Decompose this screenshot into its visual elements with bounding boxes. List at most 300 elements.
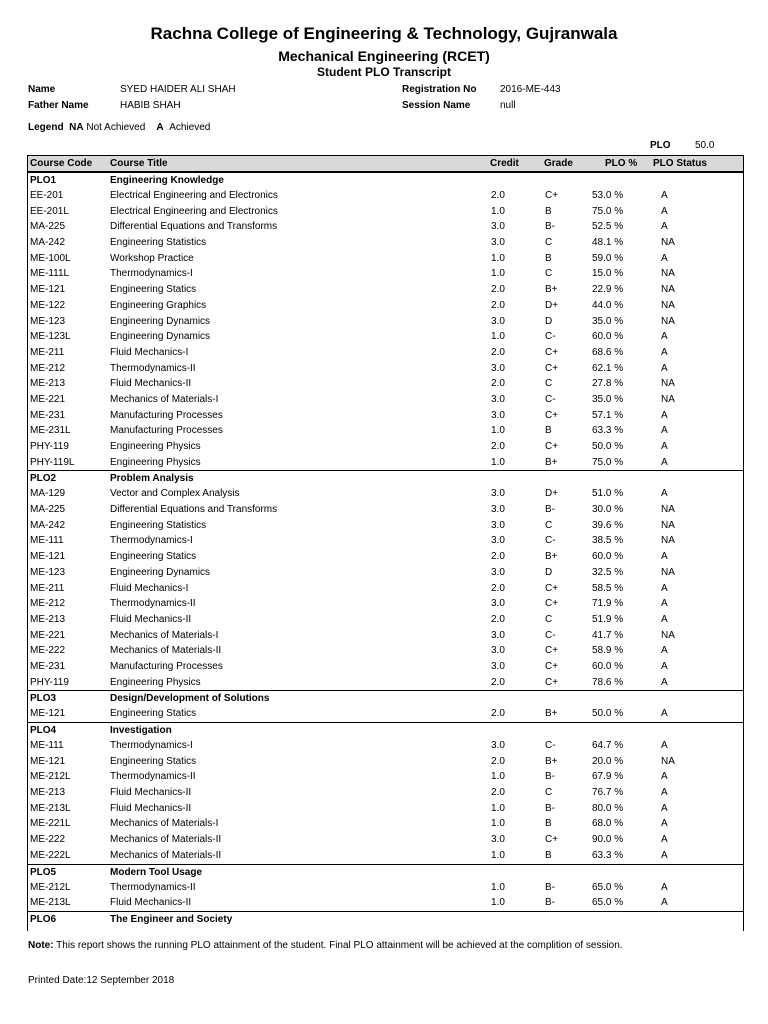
plo-status: A — [661, 221, 668, 233]
plo-percent: 58.5 % — [592, 582, 624, 594]
course-title: Manufacturing Processes — [110, 425, 223, 437]
header-grade: Grade — [544, 158, 573, 169]
grade: B+ — [545, 456, 558, 468]
credit: 1.0 — [491, 268, 505, 280]
table-row — [28, 282, 743, 298]
credit: 3.0 — [491, 519, 505, 531]
legend-na-text: Not Achieved — [86, 122, 146, 133]
course-title: Engineering Statics — [110, 551, 197, 563]
table-row — [28, 832, 743, 848]
table-row — [28, 298, 743, 314]
table-row — [28, 895, 743, 911]
course-code: ME-121 — [30, 708, 66, 720]
note-label: Note: — [28, 940, 54, 951]
plo-percent: 67.9 % — [592, 771, 624, 783]
course-code: ME-211 — [30, 346, 65, 358]
credit: 3.0 — [491, 645, 505, 657]
course-code: ME-213L — [30, 897, 71, 909]
plo-status: NA — [661, 755, 675, 767]
plo-group-title: Engineering Knowledge — [110, 175, 224, 186]
credit: 1.0 — [491, 849, 505, 861]
grade: B+ — [545, 284, 558, 296]
grade: C- — [545, 629, 556, 641]
plo-transcript-table — [27, 155, 744, 931]
course-code: ME-123 — [30, 315, 66, 327]
plo-percent: 65.0 % — [592, 881, 624, 893]
legend — [28, 122, 210, 133]
legend-a-text: Achieved — [169, 122, 211, 133]
plo-group-code: PLO3 — [30, 693, 57, 705]
credit: 1.0 — [491, 897, 505, 909]
table-body — [28, 172, 743, 927]
course-code: ME-221L — [30, 818, 71, 830]
grade: D+ — [545, 299, 559, 311]
course-title: Electrical Engineering and Electronics — [110, 205, 278, 217]
course-title: Mechanics of Materials-I — [110, 393, 219, 405]
table-row — [28, 251, 743, 267]
course-title: Thermodynamics-I — [110, 268, 193, 280]
course-title: Manufacturing Processes — [110, 409, 223, 421]
plo-percent: 44.0 % — [592, 299, 624, 311]
table-row — [28, 235, 743, 251]
plo-status: NA — [661, 535, 675, 547]
plo-status: A — [661, 787, 668, 799]
plo-status: NA — [661, 629, 675, 641]
course-title: Engineering Physics — [110, 676, 201, 688]
course-code: ME-231L — [30, 425, 71, 437]
credit: 1.0 — [491, 331, 505, 343]
plo-percent: 50.0 % — [592, 441, 624, 452]
plo-status: NA — [661, 315, 675, 327]
course-code: ME-213 — [30, 787, 66, 799]
table-row — [28, 581, 743, 597]
plo-group-row — [28, 864, 743, 880]
plo-status: A — [661, 598, 668, 610]
plo-status: A — [661, 252, 668, 264]
table-row — [28, 376, 743, 392]
plo-status: A — [661, 551, 668, 563]
course-code: ME-212L — [30, 771, 71, 783]
grade: B+ — [545, 755, 558, 767]
grade: B- — [545, 771, 555, 783]
credit: 2.0 — [491, 755, 505, 767]
table-row — [28, 188, 743, 204]
course-title: Thermodynamics-I — [110, 740, 193, 751]
plo-status: A — [661, 190, 668, 201]
course-code: MA-225 — [30, 504, 66, 516]
legend-label: Legend — [28, 122, 64, 133]
name-label: Name — [28, 84, 56, 95]
plo-percent: 76.7 % — [592, 787, 624, 799]
credit: 3.0 — [491, 488, 505, 500]
course-code: ME-211 — [30, 582, 65, 594]
header-credit: Credit — [490, 158, 519, 169]
plo-percent: 60.0 % — [592, 551, 624, 563]
grade: C — [545, 237, 553, 249]
plo-group-row — [28, 470, 743, 486]
credit: 3.0 — [491, 629, 505, 641]
plo-status: A — [661, 802, 668, 814]
plo-status: A — [661, 708, 668, 720]
course-code: EE-201 — [30, 190, 64, 201]
credit: 1.0 — [491, 456, 505, 468]
plo-status: A — [661, 346, 668, 358]
credit: 2.0 — [491, 378, 505, 390]
plo-status: A — [661, 740, 668, 751]
header-course-code: Course Code — [30, 158, 93, 169]
course-code: MA-225 — [30, 221, 66, 233]
plo-status: A — [661, 771, 668, 783]
course-code: ME-111 — [30, 535, 64, 547]
table-row — [28, 518, 743, 534]
plo-status: NA — [661, 284, 675, 296]
course-title: Thermodynamics-II — [110, 771, 196, 783]
course-code: ME-212L — [30, 881, 71, 893]
credit: 2.0 — [491, 787, 505, 799]
credit: 1.0 — [491, 205, 505, 217]
table-row — [28, 204, 743, 220]
grade: B — [545, 425, 552, 437]
course-title: Fluid Mechanics-II — [110, 613, 192, 625]
course-code: ME-213L — [30, 802, 71, 814]
plo-status: NA — [661, 393, 675, 405]
table-row — [28, 785, 743, 801]
plo-percent: 63.3 % — [592, 849, 624, 861]
plo-status: NA — [661, 299, 675, 311]
credit: 2.0 — [491, 284, 505, 296]
table-row — [28, 596, 743, 612]
credit: 1.0 — [491, 802, 505, 814]
plo-percent: 80.0 % — [592, 802, 624, 814]
course-code: ME-121 — [30, 755, 66, 767]
grade: C+ — [545, 441, 559, 452]
credit: 2.0 — [491, 676, 505, 688]
grade: B- — [545, 504, 555, 516]
plo-percent: 50.0 % — [592, 708, 624, 720]
printed-date: Printed Date:12 September 2018 — [28, 975, 175, 986]
course-code: ME-213 — [30, 378, 66, 390]
grade: D — [545, 315, 553, 327]
course-title: Engineering Statistics — [110, 519, 207, 531]
course-title: Engineering Physics — [110, 441, 201, 452]
plo-group-code: PLO6 — [30, 913, 57, 925]
plo-group-code: PLO4 — [30, 725, 57, 736]
table-row — [28, 848, 743, 864]
course-code: ME-123L — [30, 331, 71, 343]
table-row — [28, 423, 743, 439]
plo-percent: 39.6 % — [592, 519, 624, 531]
plo-percent: 71.9 % — [592, 598, 624, 610]
course-code: ME-221 — [30, 393, 66, 405]
course-title: Fluid Mechanics-I — [110, 582, 189, 594]
table-row — [28, 533, 743, 549]
plo-threshold-label: PLO — [650, 140, 671, 151]
plo-percent: 27.8 % — [592, 378, 624, 390]
grade: C+ — [545, 582, 559, 594]
grade: C+ — [545, 190, 559, 201]
grade: C+ — [545, 660, 559, 672]
credit: 3.0 — [491, 237, 505, 249]
plo-status: NA — [661, 566, 675, 578]
plo-percent: 65.0 % — [592, 897, 624, 909]
plo-percent: 62.1 % — [592, 362, 624, 374]
report-note — [28, 940, 623, 951]
grade: C+ — [545, 362, 559, 374]
credit: 1.0 — [491, 771, 505, 783]
student-name: SYED HAIDER ALI SHAH — [120, 84, 236, 95]
grade: B- — [545, 897, 555, 909]
course-code: MA-129 — [30, 488, 66, 500]
course-title: Engineering Dynamics — [110, 331, 211, 343]
father-name: HABIB SHAH — [120, 100, 181, 111]
credit: 2.0 — [491, 551, 505, 563]
plo-status: A — [661, 205, 668, 217]
plo-percent: 20.0 % — [592, 755, 624, 767]
table-row — [28, 329, 743, 345]
course-code: ME-100L — [30, 252, 71, 264]
plo-status: A — [661, 331, 668, 343]
plo-percent: 35.0 % — [592, 393, 624, 405]
table-row — [28, 486, 743, 502]
table-row — [28, 738, 743, 754]
plo-percent: 38.5 % — [592, 535, 624, 547]
header-plo-status: PLO Status — [653, 158, 707, 169]
credit: 3.0 — [491, 598, 505, 610]
plo-percent: 58.9 % — [592, 645, 624, 657]
credit: 1.0 — [491, 252, 505, 264]
plo-status: A — [661, 613, 668, 625]
credit: 3.0 — [491, 409, 505, 421]
course-title: Engineering Statics — [110, 755, 197, 767]
course-code: PHY-119 — [30, 676, 69, 688]
grade: C+ — [545, 346, 559, 358]
table-row — [28, 706, 743, 722]
grade: B — [545, 818, 552, 830]
course-title: Mechanics of Materials-II — [110, 834, 222, 846]
credit: 3.0 — [491, 362, 505, 374]
grade: C+ — [545, 645, 559, 657]
table-row — [28, 345, 743, 361]
grade: B — [545, 252, 552, 264]
credit: 1.0 — [491, 818, 505, 830]
course-code: ME-231 — [30, 660, 66, 672]
table-row — [28, 266, 743, 282]
header-plo-percent: PLO % — [605, 158, 638, 169]
grade: C — [545, 519, 553, 531]
table-row — [28, 549, 743, 565]
plo-percent: 78.6 % — [592, 676, 624, 688]
credit: 3.0 — [491, 504, 505, 516]
plo-percent: 60.0 % — [592, 331, 624, 343]
course-code: ME-222 — [30, 645, 66, 657]
course-code: ME-213 — [30, 613, 66, 625]
header-course-title: Course Title — [110, 158, 168, 169]
plo-group-code: PLO2 — [30, 473, 57, 485]
table-row — [28, 628, 743, 644]
course-code: PHY-119L — [30, 456, 75, 468]
table-row — [28, 769, 743, 785]
plo-percent: 32.5 % — [592, 566, 624, 578]
credit: 3.0 — [491, 740, 505, 751]
grade: C- — [545, 331, 556, 343]
course-title: Engineering Statics — [110, 284, 197, 296]
credit: 3.0 — [491, 566, 505, 578]
plo-group-title: Problem Analysis — [110, 473, 194, 485]
grade: C — [545, 613, 553, 625]
course-code: ME-111 — [30, 740, 64, 751]
plo-percent: 68.6 % — [592, 346, 624, 358]
plo-group-row — [28, 690, 743, 706]
course-title: Thermodynamics-II — [110, 881, 196, 893]
credit: 3.0 — [491, 834, 505, 846]
plo-percent: 30.0 % — [592, 504, 624, 516]
table-row — [28, 612, 743, 628]
course-code: MA-242 — [30, 237, 66, 249]
table-row — [28, 565, 743, 581]
course-title: Engineering Dynamics — [110, 315, 211, 327]
grade: C+ — [545, 409, 559, 421]
course-title: Engineering Dynamics — [110, 566, 211, 578]
plo-percent: 53.0 % — [592, 190, 624, 201]
note-text: This report shows the running PLO attainment of the student. Final PLO attainment will be achieved at the complition of session. — [53, 940, 623, 951]
course-code: ME-212 — [30, 598, 66, 610]
table-row — [28, 643, 743, 659]
course-title: Thermodynamics-II — [110, 362, 196, 374]
table-row — [28, 502, 743, 518]
plo-group-title: Modern Tool Usage — [110, 866, 203, 878]
table-row — [28, 880, 743, 896]
table-row — [28, 816, 743, 832]
department-name: Mechanical Engineering (RCET) — [278, 48, 490, 64]
course-title: Thermodynamics-I — [110, 535, 193, 547]
plo-status: NA — [661, 504, 675, 516]
father-name-label: Father Name — [28, 100, 89, 111]
course-title: Mechanics of Materials-I — [110, 818, 219, 830]
plo-status: A — [661, 409, 668, 421]
plo-status: NA — [661, 237, 675, 249]
session-label: Session Name — [402, 100, 471, 111]
course-title: Differential Equations and Transforms — [110, 221, 278, 233]
grade: B+ — [545, 551, 558, 563]
plo-group-title: Investigation — [110, 725, 172, 736]
document-title: Student PLO Transcript — [316, 65, 451, 79]
plo-status: A — [661, 441, 668, 452]
grade: D+ — [545, 488, 559, 500]
plo-status: A — [661, 362, 668, 374]
grade: B+ — [545, 708, 558, 720]
course-title: Mechanics of Materials-I — [110, 629, 219, 641]
plo-status: A — [661, 849, 668, 861]
course-title: Engineering Statics — [110, 708, 197, 720]
plo-status: A — [661, 881, 668, 893]
plo-percent: 51.0 % — [592, 488, 624, 500]
plo-percent: 63.3 % — [592, 425, 624, 437]
plo-status: NA — [661, 378, 675, 390]
plo-percent: 57.1 % — [592, 409, 624, 421]
table-row — [28, 314, 743, 330]
plo-group-row — [28, 172, 743, 188]
credit: 2.0 — [491, 708, 505, 720]
course-code: ME-222 — [30, 834, 66, 846]
credit: 3.0 — [491, 221, 505, 233]
credit: 2.0 — [491, 582, 505, 594]
grade: C- — [545, 535, 556, 547]
plo-percent: 64.7 % — [592, 740, 624, 751]
credit: 3.0 — [491, 535, 505, 547]
credit: 2.0 — [491, 299, 505, 311]
course-code: ME-121 — [30, 284, 66, 296]
grade: C — [545, 268, 553, 280]
grade: C+ — [545, 598, 559, 610]
course-title: Workshop Practice — [110, 252, 194, 264]
credit: 1.0 — [491, 425, 505, 437]
plo-status: A — [661, 676, 668, 688]
plo-status: A — [661, 834, 668, 846]
plo-percent: 41.7 % — [592, 629, 624, 641]
plo-percent: 22.9 % — [592, 284, 624, 296]
credit: 3.0 — [491, 393, 505, 405]
course-code: ME-212 — [30, 362, 66, 374]
grade: C — [545, 378, 553, 390]
grade: B- — [545, 881, 555, 893]
table-row — [28, 754, 743, 770]
grade: C+ — [545, 676, 559, 688]
course-title: Manufacturing Processes — [110, 660, 223, 672]
plo-percent: 75.0 % — [592, 205, 624, 217]
plo-threshold-value: 50.0 — [695, 140, 715, 151]
plo-status: A — [661, 818, 668, 830]
course-code: EE-201L — [30, 205, 69, 217]
course-title: Differential Equations and Transforms — [110, 504, 278, 516]
plo-percent: 60.0 % — [592, 660, 624, 672]
credit: 3.0 — [491, 660, 505, 672]
course-code: PHY-119 — [30, 441, 69, 452]
plo-status: A — [661, 456, 668, 468]
registration-label: Registration No — [402, 84, 477, 95]
course-title: Engineering Physics — [110, 456, 201, 468]
course-title: Engineering Graphics — [110, 299, 207, 311]
course-title: Electrical Engineering and Electronics — [110, 190, 278, 201]
grade: C- — [545, 740, 556, 751]
table-row — [28, 659, 743, 675]
plo-percent: 15.0 % — [592, 268, 624, 280]
course-code: MA-242 — [30, 519, 66, 531]
table-row — [28, 408, 743, 424]
plo-group-row — [28, 911, 743, 927]
course-code: ME-123 — [30, 566, 66, 578]
course-title: Fluid Mechanics-II — [110, 787, 192, 799]
course-title: Fluid Mechanics-II — [110, 378, 192, 390]
course-title: Fluid Mechanics-I — [110, 346, 189, 358]
plo-percent: 48.1 % — [592, 237, 624, 249]
credit: 2.0 — [491, 441, 505, 452]
plo-status: A — [661, 425, 668, 437]
legend-na-code: NA — [69, 122, 84, 133]
grade: B — [545, 205, 552, 217]
course-code: ME-121 — [30, 551, 66, 563]
plo-percent: 75.0 % — [592, 456, 624, 468]
course-title: Thermodynamics-II — [110, 598, 196, 610]
grade: C- — [545, 393, 556, 405]
session-name: null — [500, 100, 516, 111]
course-title: Engineering Statistics — [110, 237, 207, 249]
plo-status: A — [661, 660, 668, 672]
plo-percent: 35.0 % — [592, 315, 624, 327]
table-header-row — [28, 155, 743, 172]
plo-percent: 52.5 % — [592, 221, 624, 233]
credit: 1.0 — [491, 881, 505, 893]
grade: B- — [545, 221, 555, 233]
